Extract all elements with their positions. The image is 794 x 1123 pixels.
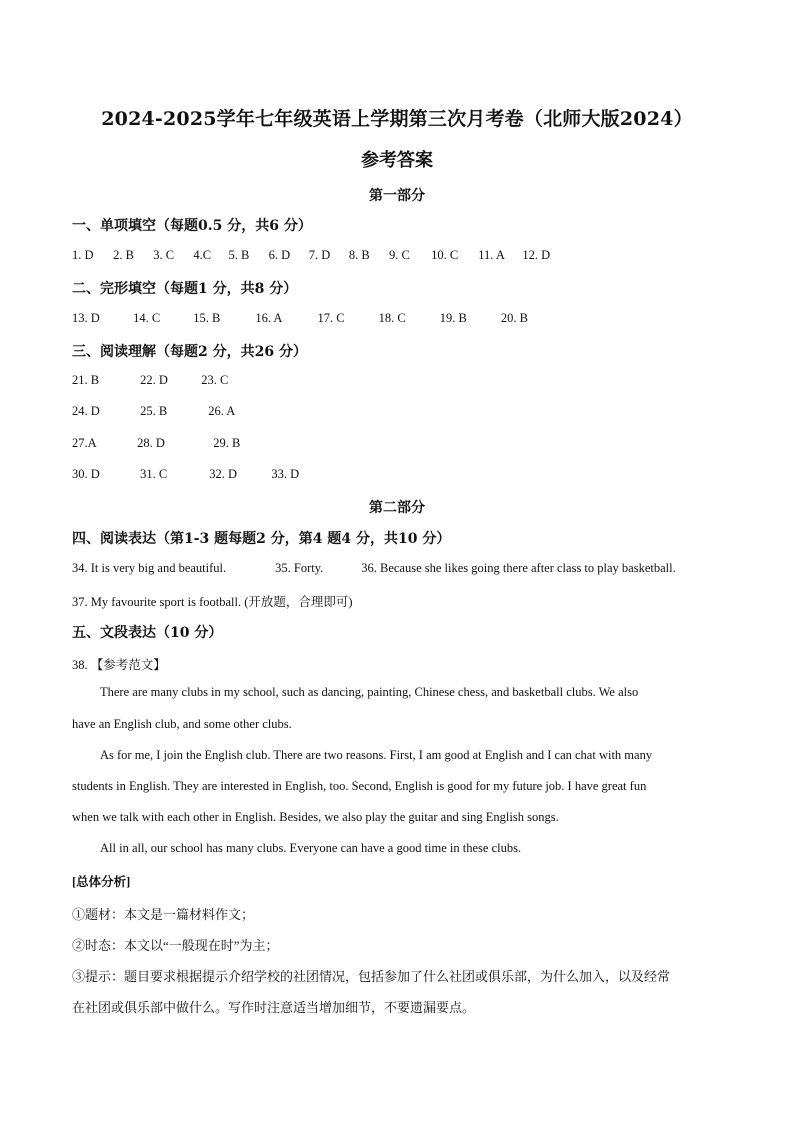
- section2-heading: 二、完形填空（每题1 分，共8 分）: [72, 281, 298, 297]
- answer-item: 19. B: [439, 311, 467, 325]
- answer-item: 33. D: [271, 467, 300, 481]
- essay-line: have an English club, and some other clubs.: [72, 717, 292, 731]
- answer-item: 1. D: [72, 248, 94, 262]
- answer-item: 14. C: [133, 311, 161, 325]
- answer-item: 35. Forty.: [275, 561, 324, 575]
- section3-answers-row: [72, 436, 240, 451]
- answer-item: 27.A: [72, 436, 97, 450]
- essay-line: There are many clubs in my school, such as dancing, painting, Chinese chess, and basketball clubs. We also: [100, 685, 639, 699]
- answer-item: 28. D: [137, 436, 165, 450]
- section4-answers: [72, 561, 676, 576]
- answer-item: 11. A: [478, 248, 505, 262]
- section5-heading: 五、文段表达（10 分）: [72, 625, 223, 641]
- answer-item: 36. Because she likes going there after class to play basketball.: [361, 561, 676, 575]
- answer-item: 5. B: [228, 248, 250, 262]
- model-essay-label: 38. 【参考范文】: [72, 658, 166, 672]
- answer-item: 12. D: [522, 248, 551, 262]
- page-subtitle: 参考答案: [361, 150, 433, 171]
- section2-answers: [72, 311, 528, 326]
- answer-item: 26. A: [208, 404, 236, 418]
- answer-item: 23. C: [201, 373, 229, 387]
- answer-item: 3. C: [153, 248, 175, 262]
- answer-item: 29. B: [213, 436, 241, 450]
- answer-item: 18. C: [378, 311, 406, 325]
- part-one-heading: 第一部分: [369, 188, 425, 204]
- analysis-item: ③提示：题目要求根据提示介绍学校的社团情况，包括参加了什么社团或俱乐部，为什么加入，以及经常: [72, 969, 671, 984]
- answer-item: 8. B: [348, 248, 370, 262]
- essay-line: students in English. They are interested in English, too. Second, English is good for my future job. I have great fun: [72, 779, 647, 793]
- section3-answers-row: [72, 373, 228, 388]
- page-title: 2024-2025学年七年级英语上学期第三次月考卷（北师大版2024）: [101, 108, 693, 130]
- analysis-item: ①题材：本文是一篇材料作文；: [72, 907, 255, 922]
- section1-answers: [72, 248, 550, 263]
- answer-item: 10. C: [431, 248, 459, 262]
- answer-item: 17. C: [317, 311, 345, 325]
- answer-item: 32. D: [209, 467, 238, 481]
- analysis-item: 在社团或俱乐部中做什么。写作时注意适当增加细节，不要遗漏要点。: [72, 1000, 476, 1015]
- section3-answers-row: [72, 404, 235, 419]
- section1-heading: 一、单项填空（每题0.5 分，共6 分）: [72, 218, 312, 234]
- answer-item: 6. D: [268, 248, 291, 262]
- answer-item: 34. It is very big and beautiful.: [72, 561, 227, 575]
- section4-heading: 四、阅读表达（第1-3 题每题2 分，第4 题4 分，共10 分）: [72, 531, 451, 547]
- answer-item: 13. D: [72, 311, 100, 325]
- answer-item: 24. D: [72, 404, 100, 418]
- answer-item: 25. B: [140, 404, 168, 418]
- answer-item: 16. A: [255, 311, 283, 325]
- answer-item: 4.C: [193, 248, 212, 262]
- analysis-heading: [总体分析]: [72, 875, 131, 889]
- essay-line: when we talk with each other in English. Besides, we also play the guitar and sing English songs.: [72, 810, 559, 824]
- section3-heading: 三、阅读理解（每题2 分，共26 分）: [72, 344, 307, 360]
- answer-item: 21. B: [72, 373, 100, 387]
- answer-item: 7. D: [308, 248, 331, 262]
- answer-item: 9. C: [389, 248, 410, 262]
- part-two-heading: 第二部分: [369, 500, 425, 516]
- answer-item: 22. D: [140, 373, 168, 387]
- essay-line: All in all, our school has many clubs. Everyone can have a good time in these clubs.: [100, 841, 522, 855]
- answer-37: 37. My favourite sport is football. (开放题，合理即可): [72, 595, 353, 609]
- answer-item: 31. C: [140, 467, 168, 481]
- essay-line: As for me, I join the English club. There are two reasons. First, I am good at English and I can chat with many: [100, 748, 653, 762]
- answer-item: 2. B: [113, 248, 134, 262]
- analysis-item: ②时态：本文以“一般现在时”为主；: [72, 938, 279, 953]
- answer-item: 30. D: [72, 467, 100, 481]
- answer-item: 20. B: [500, 311, 528, 325]
- answer-item: 15. B: [193, 311, 221, 325]
- section3-answers-row: [72, 467, 299, 482]
